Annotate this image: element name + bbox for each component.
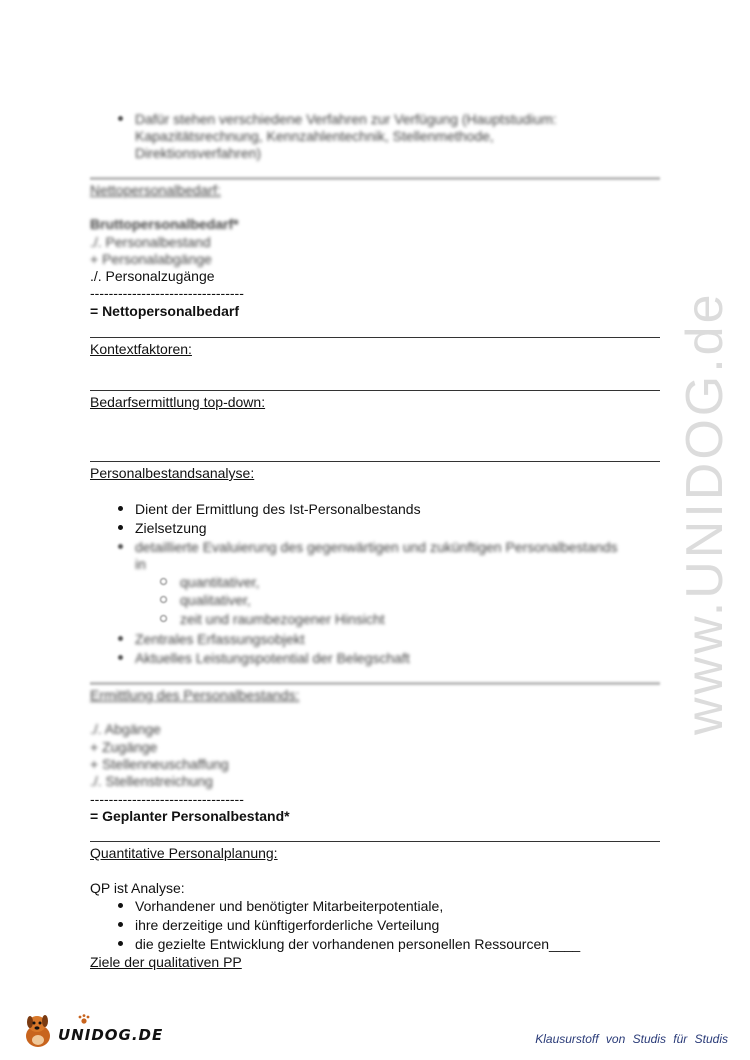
section-heading: Nettopersonalbedarf: — [90, 182, 221, 198]
bullet-icon — [118, 525, 123, 530]
bullet-icon — [118, 506, 123, 511]
blurred-line: ./. Stellenstreichung — [90, 773, 213, 789]
blurred-sub-item: quantitativer, — [180, 574, 260, 590]
blurred-line: + Zugänge — [90, 739, 158, 755]
divider — [90, 177, 660, 180]
calc-result: = Nettopersonalbedarf — [90, 303, 239, 319]
bullet-icon — [118, 655, 123, 660]
blurred-list-item: Aktuelles Leistungspotential der Belegschaft — [135, 650, 410, 666]
blurred-line: ./. Personalbestand — [90, 234, 211, 250]
bullet-icon — [118, 903, 123, 908]
bullet-icon — [118, 941, 123, 946]
divider — [90, 841, 660, 842]
section-heading-quant: Quantitative Personalplanung: — [90, 845, 278, 861]
blurred-bullet-line: Kapazitätsrechnung, Kennzahlentechnik, Stellenmethode, — [135, 128, 494, 144]
footer-tagline: Klausurstoff von Studis für Studis — [535, 1032, 728, 1046]
divider — [90, 461, 660, 462]
list-item: Vorhandener und benötigter Mitarbeiterpotentiale, — [135, 898, 444, 914]
calc-result: = Geplanter Personalbestand* — [90, 808, 290, 824]
divider — [90, 682, 660, 685]
logo-text: UNIDOG.DE — [58, 1026, 164, 1044]
calc-dashes: --------------------------------- — [90, 791, 244, 807]
divider — [90, 337, 660, 338]
qp-line: QP ist Analyse: — [90, 880, 185, 896]
list-item: ihre derzeitige und künftigerforderliche Verteilung — [135, 917, 440, 933]
section-heading-topdown: Bedarfsermittlung top-down: — [90, 394, 266, 410]
section-heading: Ermittlung des Personalbestands: — [90, 687, 300, 703]
blurred-line: + Personalabgänge — [90, 251, 212, 267]
bullet-icon — [118, 544, 123, 549]
blurred-list-item: in — [135, 556, 146, 572]
blurred-sub-item: zeit und raumbezogener Hinsicht — [180, 611, 385, 627]
list-item: Dient der Ermittlung des Ist-Personalbestands — [135, 501, 421, 517]
watermark: www.UNIDOG.de — [676, 291, 734, 735]
calc-line: ./. Personalzugänge — [90, 268, 215, 284]
blurred-sub-item: qualitativer, — [180, 592, 251, 608]
blurred-line: ./. Abgänge — [90, 721, 161, 737]
blurred-line: Bruttopersonalbedarf* — [90, 216, 239, 232]
section-heading-analyse: Personalbestandsanalyse: — [90, 465, 255, 481]
list-item: die gezielte Entwicklung der vorhandenen personellen Ressourcen____ — [135, 936, 581, 952]
blurred-bullet-line: Dafür stehen verschiedene Verfahren zur Verfügung (Hauptstudium: — [135, 111, 557, 127]
divider — [90, 390, 660, 391]
paw-icon — [78, 1014, 90, 1024]
calc-dashes: --------------------------------- — [90, 285, 244, 301]
bullet-icon — [118, 116, 123, 121]
circle-bullet-icon — [160, 596, 167, 603]
blurred-line: + Stellenneuschaffung — [90, 756, 229, 772]
list-item: Zielsetzung — [135, 520, 207, 536]
circle-bullet-icon — [160, 578, 167, 585]
bullet-icon — [118, 636, 123, 641]
blurred-list-item: detaillierte Evaluierung des gegenwärtigen und zukünftigen Personalbestands — [135, 539, 618, 555]
circle-bullet-icon — [160, 615, 167, 622]
ziele-heading: Ziele der qualitativen PP — [90, 954, 242, 970]
blurred-bullet-line: Direktionsverfahren) — [135, 145, 262, 161]
bullet-icon — [118, 922, 123, 927]
blurred-list-item: Zentrales Erfassungsobjekt — [135, 631, 305, 647]
dog-mascot-icon — [20, 1010, 56, 1050]
section-heading-kontext: Kontextfaktoren: — [90, 341, 192, 357]
